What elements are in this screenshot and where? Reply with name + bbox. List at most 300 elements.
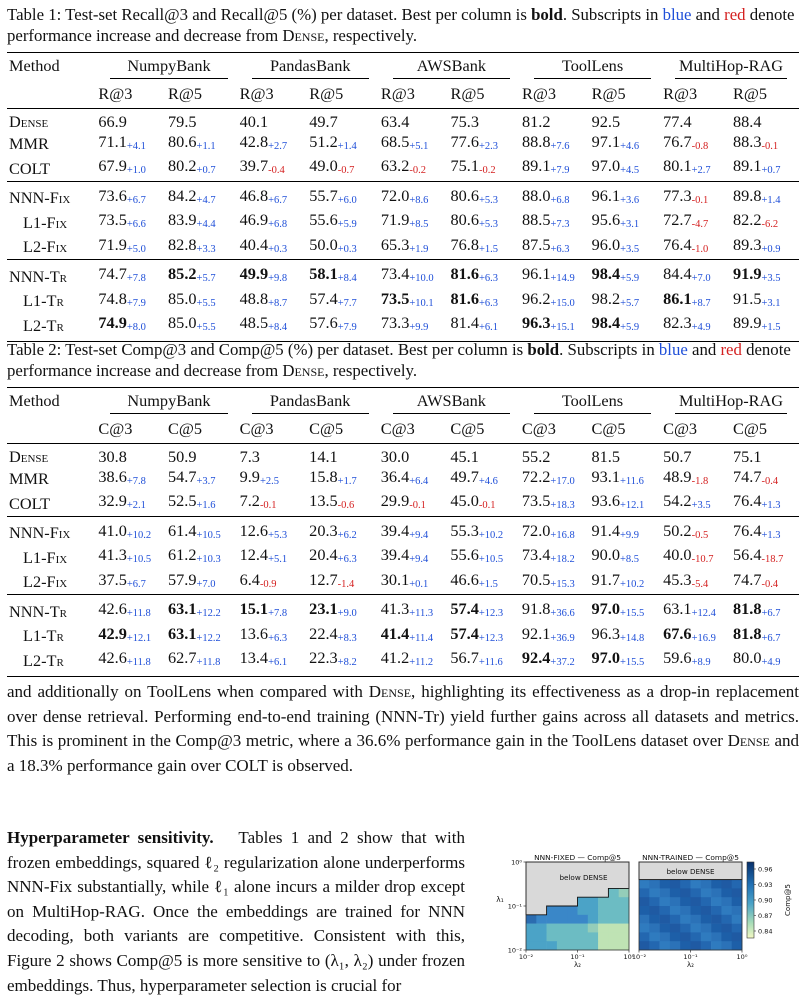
method-cell: NNN-Fix	[7, 181, 98, 210]
value-cell: $67.9_{+1.0}$	[98, 156, 146, 176]
value-cell: 88.4	[733, 112, 762, 131]
heatmap-cell	[619, 915, 630, 924]
heatmap-cell	[732, 897, 743, 906]
value-cell: 45.1	[450, 447, 479, 466]
heatmap-cell	[567, 932, 578, 941]
value-cell: $82.2_{-6.2}$	[733, 210, 779, 230]
heatmap-cell	[639, 888, 650, 897]
heatmap-cell	[536, 915, 547, 924]
value-cell: $92.1_{+36.9}$	[521, 623, 575, 644]
value-cell: $48.5_{+8.4}$	[240, 313, 310, 341]
heatmap-cell	[660, 888, 671, 897]
value-cell: $80.6_{+5.3}$	[450, 210, 499, 230]
heatmap-cell	[619, 906, 630, 915]
heatmap-cell	[598, 941, 609, 950]
heatmap-cell	[670, 906, 681, 915]
value-cell: $20.4_{+6.3}$	[309, 545, 357, 565]
value-cell: $92.4_{+37.2}$	[522, 648, 592, 676]
colorbar-label: Comp@5	[784, 884, 792, 916]
method-cell: L1-Fix	[23, 547, 68, 567]
value-cell: $46.9_{+6.8}$	[239, 210, 288, 230]
heatmap-cell	[670, 932, 681, 941]
value-cell: $51.2_{+1.4}$	[309, 131, 357, 152]
heatmap-cell	[557, 941, 568, 950]
value-cell: $73.5_{+10.1}$	[380, 288, 434, 309]
heatmap-cell	[619, 897, 630, 906]
value-cell: $45.0_{-0.1}$	[450, 491, 496, 511]
metric-header: R@3	[98, 79, 168, 109]
heatmap-cell	[660, 941, 671, 950]
heatmap-cell	[649, 915, 660, 924]
heatmap-cell	[547, 915, 558, 924]
value-cell: $77.6_{+2.3}$	[450, 131, 499, 152]
heatmap-cell	[536, 932, 547, 941]
value-cell: $46.8_{+6.7}$	[240, 181, 310, 210]
colorbar	[747, 862, 754, 938]
x-tick-label: 10⁻²	[518, 953, 534, 961]
value-cell: $45.3_{-5.4}$	[663, 569, 709, 590]
value-cell: $72.0_{+8.6}$	[381, 181, 451, 210]
heatmap-cell	[649, 897, 660, 906]
value-cell: $84.2_{+4.7}$	[168, 181, 240, 210]
value-cell: $89.9_{+1.5}$	[733, 313, 799, 341]
value-cell: $90.0_{+8.5}$	[591, 545, 640, 565]
metric-header: C@5	[309, 414, 381, 444]
y-tick-label: 10⁻²	[507, 946, 522, 955]
heatmap-cell	[608, 915, 619, 924]
value-cell: 30.8	[98, 447, 127, 466]
value-cell: $57.4_{+12.3}$	[450, 595, 522, 624]
heatmap-cell	[526, 924, 537, 933]
value-cell: $12.4_{+5.1}$	[239, 545, 288, 565]
heatmap-cell	[598, 932, 609, 941]
value-cell: 50.7	[663, 447, 692, 466]
value-cell: 79.5	[168, 112, 197, 131]
value-cell: $73.4_{+18.2}$	[521, 545, 575, 565]
x-tick-label: 10⁻¹	[570, 953, 585, 961]
value-cell: $52.5_{+1.6}$	[167, 491, 216, 511]
value-cell: $54.2_{+3.5}$	[663, 491, 711, 511]
heatmap-cell	[567, 941, 578, 950]
y-tick-label: 10⁰	[511, 858, 522, 867]
value-cell: $59.6_{+8.9}$	[663, 648, 733, 676]
metric-header: C@5	[592, 414, 664, 444]
value-cell: 77.4	[663, 112, 692, 131]
heatmap-cell	[557, 915, 568, 924]
dataset-header: ToolLens	[522, 388, 663, 414]
heatmap-cell	[721, 880, 732, 889]
metric-header: R@3	[663, 79, 733, 109]
value-cell: $89.1_{+0.7}$	[733, 156, 781, 176]
value-cell: $97.0_{+15.5}$	[592, 648, 664, 676]
heatmap-cell	[608, 932, 619, 941]
table-row	[7, 516, 799, 545]
value-cell: $61.4_{+10.5}$	[168, 516, 240, 545]
value-cell: 55.2	[521, 447, 551, 466]
value-cell: $96.3_{+14.8}$	[591, 623, 645, 644]
table-row	[7, 289, 799, 314]
value-cell: $85.0_{+5.5}$	[168, 288, 216, 309]
x-tick-label: 10⁻¹	[683, 953, 698, 961]
heatmap-cell	[567, 906, 578, 915]
value-cell: $98.2_{+5.7}$	[591, 288, 640, 309]
heatmap-cell	[557, 906, 568, 915]
value-cell: 63.4	[380, 112, 410, 131]
heatmap-cell	[711, 906, 722, 915]
heatmap-cell	[608, 897, 619, 906]
metric-header: C@3	[522, 414, 592, 444]
heatmap-cell	[711, 897, 722, 906]
value-cell: $15.1_{+7.8}$	[240, 595, 310, 624]
value-cell: $15.8_{+1.7}$	[309, 466, 357, 487]
value-cell: $57.4_{+12.3}$	[450, 623, 504, 644]
method-header: Method	[7, 53, 98, 109]
value-cell: $42.6_{+11.8}$	[98, 595, 168, 624]
heatmap-cell	[649, 880, 660, 889]
value-cell: $72.0_{+16.8}$	[522, 516, 592, 545]
method-header: Method	[7, 388, 98, 444]
heatmap-cell	[660, 897, 671, 906]
metric-header: R@5	[733, 79, 799, 109]
value-cell: $58.1_{+8.4}$	[309, 260, 381, 289]
heatmap-cell	[526, 932, 537, 941]
heatmap-cell	[701, 906, 712, 915]
value-cell: $57.4_{+7.7}$	[309, 288, 357, 309]
method-cell: NNN-Tr	[7, 260, 98, 289]
heatmap-cell	[670, 924, 681, 933]
value-cell: $50.0_{+0.3}$	[309, 234, 357, 255]
value-cell: $73.5_{+6.6}$	[98, 210, 146, 230]
heatmap-cell	[732, 932, 743, 941]
value-cell: $30.1_{+0.1}$	[380, 569, 429, 590]
method-cell: Dense	[9, 447, 49, 466]
value-cell: $74.7_{-0.4}$	[732, 466, 779, 487]
value-cell: $54.7_{+3.7}$	[167, 466, 216, 487]
value-cell: 50.9	[167, 447, 197, 466]
heatmap-cell	[608, 906, 619, 915]
table-row	[7, 444, 799, 467]
value-cell: 92.5	[591, 112, 621, 131]
value-cell: $75.1_{-0.2}$	[450, 156, 496, 176]
metric-header: R@5	[168, 79, 240, 109]
value-cell: $12.6_{+5.3}$	[240, 516, 310, 545]
value-cell: $55.3_{+10.2}$	[450, 516, 522, 545]
value-cell: 75.3	[450, 112, 479, 131]
table-row	[7, 570, 799, 595]
method-cell: Dense	[9, 112, 49, 131]
value-cell: $57.6_{+7.9}$	[309, 313, 381, 341]
heatmap-cell	[701, 932, 712, 941]
heatmap-cell	[721, 906, 732, 915]
heatmap-cell	[701, 888, 712, 897]
heatmap-cell	[732, 941, 743, 950]
heatmap-cell	[680, 924, 691, 933]
metric-header: R@5	[309, 79, 381, 109]
value-cell: $55.6_{+5.9}$	[309, 210, 357, 230]
heatmap-cell	[711, 880, 722, 889]
heatmap-cell	[670, 888, 681, 897]
value-cell: $49.7_{+4.6}$	[450, 466, 498, 487]
value-cell: $63.1_{+12.4}$	[663, 595, 733, 624]
heatmap-cell	[639, 924, 650, 933]
heatmap-cell	[588, 915, 599, 924]
dataset-header: MultiHop-RAG	[663, 388, 799, 414]
value-cell: $39.4_{+9.4}$	[381, 516, 451, 545]
metric-header: C@3	[240, 414, 310, 444]
heatmap-cell	[691, 932, 702, 941]
heatmap-cell	[680, 941, 691, 950]
heatmap-cell	[691, 888, 702, 897]
value-cell: $81.8_{+6.7}$	[733, 595, 799, 624]
method-cell: L1-Fix	[23, 212, 68, 232]
table-row	[7, 491, 799, 516]
heatmap-cell	[547, 932, 558, 941]
value-cell: $88.0_{+6.8}$	[522, 181, 592, 210]
value-cell: $76.4_{+1.3}$	[733, 516, 799, 545]
x-axis-label: λ₂	[574, 961, 581, 969]
heatmap-cell	[547, 941, 558, 950]
value-cell: 81.2	[521, 112, 551, 131]
heatmap-cell	[701, 880, 712, 889]
value-cell: $13.5_{-0.6}$	[309, 491, 355, 511]
value-cell: $61.2_{+10.3}$	[167, 545, 221, 565]
heatmap-cell	[619, 941, 630, 950]
value-cell: 40.1	[239, 112, 269, 131]
heatmap-cell	[670, 941, 681, 950]
heatmap-cell	[557, 924, 568, 933]
value-cell: $32.9_{+2.1}$	[98, 491, 146, 511]
value-cell: $95.6_{+3.1}$	[591, 210, 640, 230]
table2	[7, 387, 799, 677]
heatmap-figure	[492, 852, 797, 969]
heatmap-cell	[578, 897, 589, 906]
dataset-header: MultiHop-RAG	[663, 53, 799, 79]
value-cell: $55.6_{+10.5}$	[450, 545, 504, 565]
heatmap-cell	[711, 915, 722, 924]
metric-header: R@5	[592, 79, 663, 109]
value-cell: $89.8_{+1.4}$	[733, 181, 799, 210]
value-cell: $20.3_{+6.2}$	[309, 516, 381, 545]
heatmap-cell	[701, 924, 712, 933]
value-cell: 7.3	[239, 447, 260, 466]
table-row	[7, 109, 799, 132]
value-cell: $41.2_{+11.2}$	[381, 648, 451, 676]
value-cell: $76.4_{+1.3}$	[732, 491, 781, 511]
value-cell: $96.1_{+14.9}$	[522, 260, 592, 289]
heatmap-cell	[619, 924, 630, 933]
method-cell: COLT	[9, 158, 51, 178]
colorbar-tick-label: 0.90	[758, 896, 773, 905]
value-cell: $56.7_{+11.6}$	[450, 648, 522, 676]
value-cell: $9.9_{+2.5}$	[239, 466, 279, 487]
value-cell: 30.0	[380, 447, 410, 466]
value-cell: $98.4_{+5.9}$	[592, 260, 663, 289]
value-cell: $41.3_{+10.5}$	[98, 545, 152, 565]
heatmap-cell	[639, 906, 650, 915]
table-row	[7, 313, 799, 341]
value-cell: $29.9_{-0.1}$	[380, 491, 426, 511]
heatmap-cell	[588, 897, 599, 906]
value-cell: $63.1_{+12.2}$	[168, 595, 240, 624]
value-cell: $73.3_{+9.9}$	[381, 313, 451, 341]
colorbar-tick-label: 0.87	[758, 911, 773, 920]
value-cell: $72.7_{-4.7}$	[663, 210, 709, 230]
x-axis-label: λ₂	[687, 961, 694, 969]
panel-title: NNN-FIXED — Comp@5	[534, 853, 621, 862]
heatmap-cell	[691, 880, 702, 889]
value-cell: $80.2_{+0.7}$	[168, 156, 216, 176]
value-cell: $71.1_{+4.1}$	[98, 131, 146, 152]
heatmap-cell	[557, 932, 568, 941]
colorbar-tick-label: 0.93	[758, 880, 773, 889]
heatmap-cell	[639, 880, 650, 889]
heatmap-cell	[670, 880, 681, 889]
table-row	[7, 467, 799, 492]
heatmap-cell	[721, 932, 732, 941]
heatmap-cell	[536, 941, 547, 950]
table1	[7, 52, 799, 342]
table-row	[7, 235, 799, 260]
value-cell: $73.5_{+18.3}$	[521, 491, 575, 511]
dataset-header: AWSBank	[381, 388, 522, 414]
value-cell: $80.1_{+2.7}$	[663, 156, 711, 176]
dataset-header: NumpyBank	[98, 388, 239, 414]
method-cell: MMR	[9, 469, 49, 488]
heatmap-cell	[608, 924, 619, 933]
colorbar-tick-label: 0.84	[758, 927, 773, 936]
value-cell: $82.3_{+4.9}$	[663, 313, 733, 341]
value-cell: $13.4_{+6.1}$	[240, 648, 310, 676]
value-cell: $40.4_{+0.3}$	[239, 234, 288, 255]
heatmap-cell	[701, 897, 712, 906]
heatmap-cell	[578, 941, 589, 950]
value-cell: $63.2_{-0.2}$	[380, 156, 426, 176]
heatmap-cell	[588, 924, 599, 933]
heatmap-cell	[711, 932, 722, 941]
table-row	[7, 595, 799, 624]
heatmap-cell	[680, 897, 691, 906]
value-cell: $91.8_{+36.6}$	[522, 595, 592, 624]
body-paragraph-2: Hyperparameter sensitivity. Tables 1 and 2 show that with frozen embeddings, squared ℓ₂ regularization alone underperforms NNN-Fix substantially, while ℓ₁ alone incurs a milder drop except on MultiHop-RAG. Once the embeddings are trained for NNN decoding, both variants are competitive. Consistent with this, Figure 2 shows Comp@5 is more sensitive to (λ₁, λ₂) under frozen embeddings. Thus, hyperparameter selection is crucial for	[7, 828, 466, 995]
heatmap-cell	[578, 932, 589, 941]
metric-header: C@5	[733, 414, 799, 444]
heatmap-cell	[660, 924, 671, 933]
method-cell: NNN-Tr	[7, 595, 98, 624]
metric-header: R@3	[522, 79, 592, 109]
metric-header: C@3	[381, 414, 451, 444]
heatmap-cell	[670, 915, 681, 924]
heatmap-cell	[608, 888, 619, 897]
dataset-header: ToolLens	[522, 53, 663, 79]
heatmap-cell	[691, 906, 702, 915]
value-cell: $49.0_{-0.7}$	[309, 156, 355, 176]
heatmap-cell	[680, 888, 691, 897]
heatmap-cell	[598, 897, 609, 906]
value-cell: $22.4_{+8.3}$	[309, 623, 357, 644]
heatmap-cell	[526, 941, 537, 950]
colorbar-tick-label: 0.96	[758, 865, 773, 874]
heatmap-cell	[691, 941, 702, 950]
heatmap-cell	[680, 906, 691, 915]
value-cell: $22.3_{+8.2}$	[309, 648, 381, 676]
table-row	[7, 181, 799, 210]
heatmap-cell	[691, 924, 702, 933]
value-cell: $57.9_{+7.0}$	[167, 569, 216, 590]
heatmap-cell	[526, 915, 537, 924]
value-cell: $97.0_{+15.5}$	[592, 595, 664, 624]
value-cell: $74.8_{+7.9}$	[98, 288, 146, 309]
heatmap-cell	[680, 915, 691, 924]
value-cell: $97.0_{+4.5}$	[591, 156, 640, 176]
value-cell: $41.4_{+11.4}$	[380, 623, 434, 644]
value-cell: $39.4_{+9.4}$	[380, 545, 429, 565]
table-row	[7, 210, 799, 235]
value-cell: 81.5	[591, 447, 621, 466]
value-cell: $38.6_{+7.8}$	[98, 466, 146, 487]
heatmap-cell	[649, 888, 660, 897]
method-cell: NNN-Fix	[7, 516, 98, 545]
value-cell: $68.5_{+5.1}$	[380, 131, 429, 152]
value-cell: $73.6_{+6.7}$	[98, 181, 168, 210]
value-cell: $56.4_{-18.7}$	[732, 545, 784, 565]
heatmap-cell	[547, 924, 558, 933]
heatmap-cell	[732, 915, 743, 924]
heatmap-cell	[721, 915, 732, 924]
table1-caption: Table 1: Test-set Recall@3 and Recall@5 (%) per dataset. Best per column is bold. Subscripts in blue and red denote performance increase and decrease from Dense, respectively.	[7, 5, 795, 45]
heatmap-cell	[578, 906, 589, 915]
method-cell: L1-Tr	[23, 291, 64, 310]
value-cell: $40.0_{-10.7}$	[663, 545, 714, 565]
value-cell: $91.9_{+3.5}$	[733, 260, 799, 289]
heatmap-cell	[721, 897, 732, 906]
below-dense-label: below DENSE	[559, 873, 608, 882]
value-cell: $76.4_{-1.0}$	[663, 234, 709, 255]
heatmap-cell	[711, 924, 722, 933]
value-cell: $41.3_{+11.3}$	[381, 595, 451, 624]
value-cell: $73.4_{+10.0}$	[381, 260, 451, 289]
value-cell: $74.7_{-0.4}$	[732, 569, 779, 590]
value-cell: $76.8_{+1.5}$	[450, 234, 499, 255]
method-cell: L1-Tr	[23, 626, 64, 645]
value-cell: $96.0_{+3.5}$	[591, 234, 640, 255]
heatmap-cell	[649, 924, 660, 933]
section-heading: Hyperparameter sensitivity.	[7, 828, 214, 847]
heatmap-cell	[721, 888, 732, 897]
value-cell: $87.5_{+6.3}$	[521, 234, 570, 255]
dataset-header: PandasBank	[240, 53, 381, 79]
heatmap-cell	[578, 915, 589, 924]
value-cell: $96.3_{+15.1}$	[522, 313, 592, 341]
value-cell: $41.0_{+10.2}$	[98, 516, 168, 545]
heatmap-cell	[649, 941, 660, 950]
value-cell: $67.6_{+16.9}$	[663, 623, 716, 644]
value-cell: $50.2_{-0.5}$	[663, 516, 733, 545]
value-cell: $37.5_{+6.7}$	[98, 569, 146, 590]
value-cell: $13.6_{+6.3}$	[239, 623, 288, 644]
heatmap-cell	[732, 888, 743, 897]
body-paragraph-1: and additionally on ToolLens when compared with Dense, highlighting its effectiveness as a drop-in replacement over dense retrieval. Performing end-to-end training (NNN-Tr) yield further gains across all datasets and metrics. This is prominent in the Comp@3 metric, where a 36.6% performance gain in the ToolLens dataset over Dense and a 18.3% performance gain over COLT is observed.	[7, 682, 800, 775]
value-cell: $85.0_{+5.5}$	[168, 313, 240, 341]
below-dense-label: below DENSE	[666, 867, 715, 876]
value-cell: $93.6_{+12.1}$	[591, 491, 645, 511]
heatmap-cell	[691, 915, 702, 924]
value-cell: $6.4_{-0.9}$	[239, 569, 277, 590]
value-cell: $70.5_{+15.3}$	[521, 569, 575, 590]
method-cell: L2-Tr	[7, 313, 98, 341]
value-cell: $49.9_{+9.8}$	[240, 260, 310, 289]
heatmap-cell	[567, 924, 578, 933]
heatmap-cell	[639, 932, 650, 941]
